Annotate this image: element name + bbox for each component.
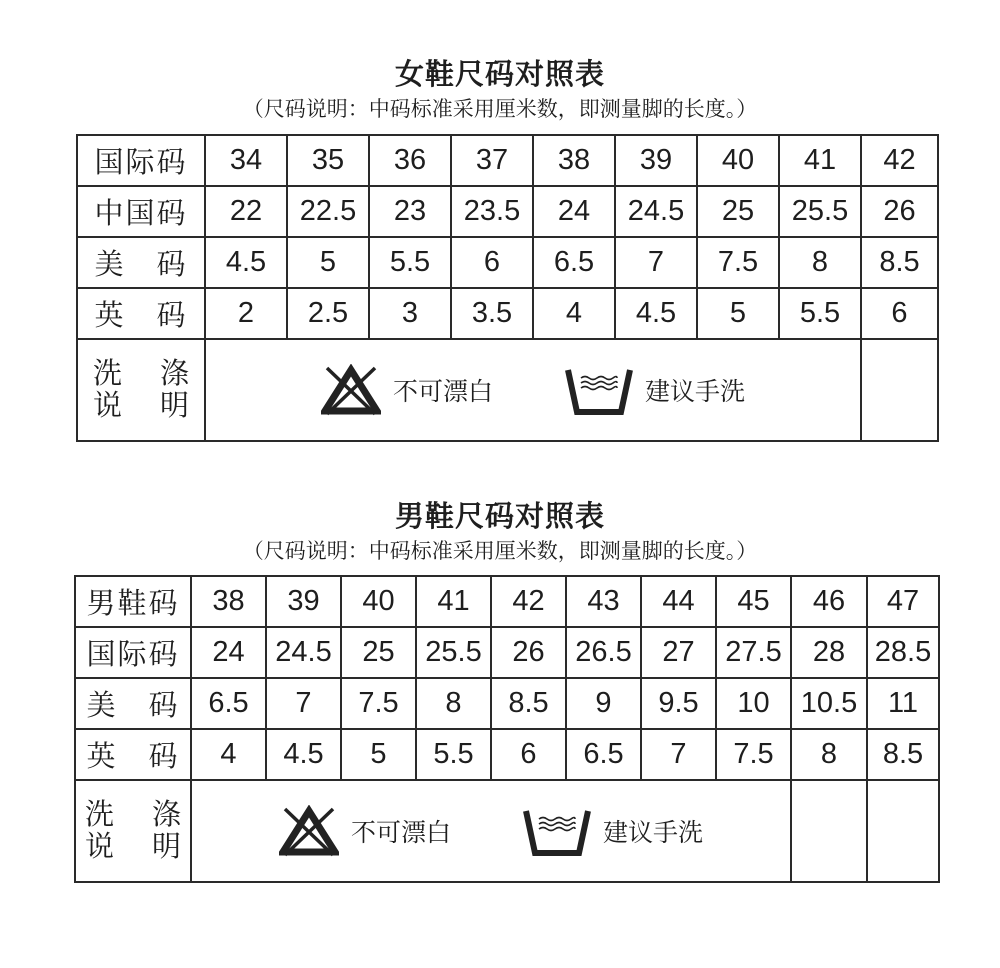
table-cell: 44	[641, 576, 716, 627]
care-instructions	[205, 339, 861, 441]
table-cell: 7	[266, 678, 341, 729]
table-cell: 41	[779, 135, 861, 186]
wash-row	[77, 339, 938, 441]
row-header: 英 码	[75, 729, 191, 780]
table-cell: 41	[416, 576, 491, 627]
table-cell: 9	[566, 678, 641, 729]
row-header: 国际码	[77, 135, 205, 186]
table-cell: 22.5	[287, 186, 369, 237]
table-cell: 40	[341, 576, 416, 627]
table-cell: 2.5	[287, 288, 369, 339]
wash-row	[75, 780, 939, 882]
table-cell: 47	[867, 576, 939, 627]
table-cell: 4.5	[205, 237, 287, 288]
table-cell: 8	[779, 237, 861, 288]
table-cell: 6.5	[533, 237, 615, 288]
care-label-no-bleach: 不可漂白	[350, 818, 451, 847]
table-cell: 7	[641, 729, 716, 780]
care-item-hand-wash	[523, 805, 703, 857]
men-size-table	[74, 575, 940, 883]
care-item-hand-wash	[565, 364, 745, 416]
table-row	[77, 135, 938, 186]
table-cell: 8.5	[491, 678, 566, 729]
table-cell: 24	[191, 627, 266, 678]
table-cell: 35	[287, 135, 369, 186]
table-cell: 7	[615, 237, 697, 288]
table-cell: 42	[491, 576, 566, 627]
women-table-title: 女鞋尺码对照表	[394, 57, 605, 91]
table-cell: 6	[451, 237, 533, 288]
table-cell: 25	[341, 627, 416, 678]
row-header: 国际码	[75, 627, 191, 678]
women-size-table	[76, 134, 939, 442]
table-cell: 4	[191, 729, 266, 780]
table-cell: 7.5	[341, 678, 416, 729]
empty-cell	[791, 780, 867, 882]
table-row	[75, 576, 939, 627]
table-cell: 39	[266, 576, 341, 627]
table-cell: 26	[491, 627, 566, 678]
table-cell: 5.5	[369, 237, 451, 288]
table-cell: 4.5	[266, 729, 341, 780]
table-row	[75, 729, 939, 780]
table-cell: 24.5	[266, 627, 341, 678]
wash-label-line2: 说 明	[85, 831, 181, 863]
men-table-title: 男鞋尺码对照表	[394, 499, 605, 533]
hand-wash-icon	[523, 805, 591, 857]
table-cell: 26	[861, 186, 938, 237]
table-cell: 8.5	[861, 237, 938, 288]
wash-label-line2: 说 明	[93, 390, 189, 422]
table-cell: 5.5	[779, 288, 861, 339]
table-cell: 25	[697, 186, 779, 237]
table-row	[77, 237, 938, 288]
table-cell: 9.5	[641, 678, 716, 729]
table-cell: 23.5	[451, 186, 533, 237]
table-cell: 2	[205, 288, 287, 339]
table-cell: 28.5	[867, 627, 939, 678]
no-bleach-icon	[279, 805, 339, 857]
table-cell: 27	[641, 627, 716, 678]
care-item-no-bleach	[321, 364, 493, 416]
table-cell: 22	[205, 186, 287, 237]
table-cell: 38	[533, 135, 615, 186]
table-cell: 25.5	[416, 627, 491, 678]
care-label-no-bleach: 不可漂白	[392, 377, 493, 406]
table-cell: 6.5	[566, 729, 641, 780]
table-cell: 7.5	[716, 729, 791, 780]
table-row	[77, 186, 938, 237]
table-row	[75, 678, 939, 729]
table-cell: 6	[861, 288, 938, 339]
wash-instructions-header	[75, 780, 191, 882]
care-instructions	[191, 780, 791, 882]
table-cell: 24	[533, 186, 615, 237]
table-cell: 34	[205, 135, 287, 186]
table-cell: 28	[791, 627, 867, 678]
table-cell: 8	[791, 729, 867, 780]
hand-wash-icon	[565, 364, 633, 416]
table-cell: 5	[341, 729, 416, 780]
table-cell: 4.5	[615, 288, 697, 339]
table-row	[75, 627, 939, 678]
table-cell: 37	[451, 135, 533, 186]
empty-cell	[861, 339, 938, 441]
table-cell: 23	[369, 186, 451, 237]
table-row	[77, 288, 938, 339]
table-cell: 7.5	[697, 237, 779, 288]
table-cell: 25.5	[779, 186, 861, 237]
men-table-subtitle: （尺码说明：中码标准采用厘米数，即测量脚的长度。）	[242, 539, 758, 563]
table-cell: 8.5	[867, 729, 939, 780]
wash-instructions-header	[77, 339, 205, 441]
care-label-hand-wash: 建议手洗	[645, 377, 746, 406]
empty-cell	[867, 780, 939, 882]
wash-label-line1: 洗 涤	[93, 358, 189, 390]
no-bleach-icon	[321, 364, 381, 416]
table-cell: 42	[861, 135, 938, 186]
table-cell: 45	[716, 576, 791, 627]
table-cell: 8	[416, 678, 491, 729]
table-cell: 40	[697, 135, 779, 186]
table-cell: 5	[697, 288, 779, 339]
table-cell: 10.5	[791, 678, 867, 729]
table-cell: 6	[491, 729, 566, 780]
table-cell: 46	[791, 576, 867, 627]
women-table-subtitle: （尺码说明：中码标准采用厘米数，即测量脚的长度。）	[242, 97, 758, 121]
wash-label-line1: 洗 涤	[85, 799, 181, 831]
table-cell: 36	[369, 135, 451, 186]
table-cell: 39	[615, 135, 697, 186]
table-cell: 43	[566, 576, 641, 627]
row-header: 男鞋码	[75, 576, 191, 627]
table-cell: 24.5	[615, 186, 697, 237]
row-header: 美 码	[77, 237, 205, 288]
table-cell: 10	[716, 678, 791, 729]
row-header: 英 码	[77, 288, 205, 339]
table-cell: 38	[191, 576, 266, 627]
table-cell: 6.5	[191, 678, 266, 729]
table-cell: 4	[533, 288, 615, 339]
table-cell: 26.5	[566, 627, 641, 678]
table-cell: 5	[287, 237, 369, 288]
care-label-hand-wash: 建议手洗	[603, 818, 704, 847]
table-cell: 3	[369, 288, 451, 339]
row-header: 中国码	[77, 186, 205, 237]
table-cell: 11	[867, 678, 939, 729]
row-header: 美 码	[75, 678, 191, 729]
care-item-no-bleach	[279, 805, 451, 857]
table-cell: 3.5	[451, 288, 533, 339]
table-cell: 27.5	[716, 627, 791, 678]
table-cell: 5.5	[416, 729, 491, 780]
